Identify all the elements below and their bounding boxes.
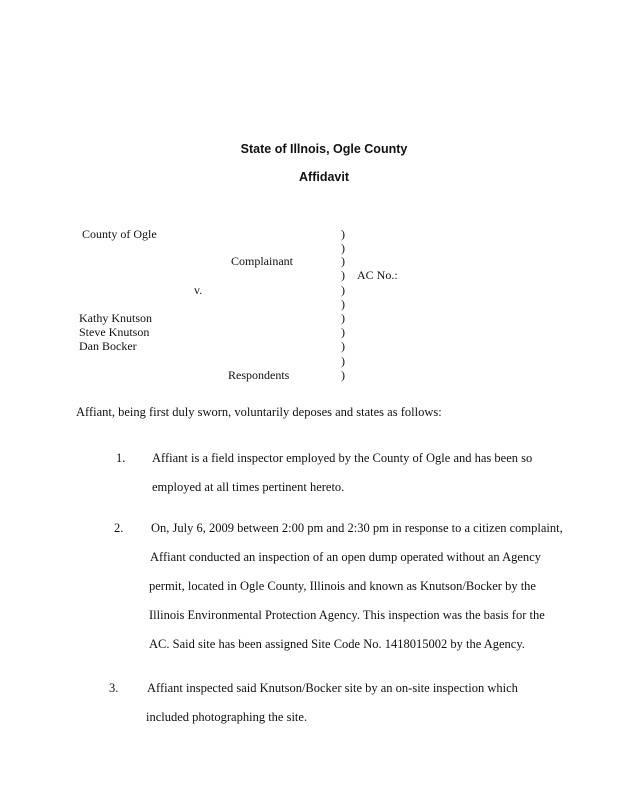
caption-paren: ) — [341, 227, 345, 241]
document-title: State of Illnois, Ogle County — [240, 142, 408, 156]
intro-statement: Affiant, being first duly sworn, voluntarily deposes and states as follows: — [76, 405, 442, 419]
caption-paren: ) — [341, 268, 345, 282]
respondent-name: Steve Knutson — [79, 325, 150, 339]
paragraph-number: 1. — [116, 451, 126, 465]
document-subtitle: Affidavit — [299, 170, 349, 184]
caption-paren: ) — [341, 297, 345, 311]
paragraph-line: Affiant conducted an inspection of an open dump operated without an Agency — [150, 550, 541, 564]
paragraph-line: permit, located in Ogle County, Illinois and known as Knutson/Bocker by the — [149, 579, 536, 593]
respondent-name: Dan Bocker — [79, 339, 137, 353]
paragraph-line: AC. Said site has been assigned Site Code No. 1418015002 by the Agency. — [149, 637, 525, 651]
paragraph-number: 2. — [114, 521, 124, 535]
caption-paren: ) — [341, 241, 345, 255]
county-name: County of Ogle — [82, 227, 157, 241]
ac-number-label: AC No.: — [357, 268, 398, 282]
caption-paren: ) — [341, 339, 345, 353]
caption-paren: ) — [341, 311, 345, 325]
caption-paren: ) — [341, 283, 345, 297]
versus-label: v. — [194, 283, 203, 297]
paragraph-number: 3. — [109, 681, 119, 695]
paragraph-line: Affiant inspected said Knutson/Bocker site by an on-site inspection which — [147, 681, 518, 695]
caption-paren: ) — [341, 254, 345, 268]
paragraph-line: included photographing the site. — [146, 710, 308, 724]
caption-paren: ) — [341, 325, 345, 339]
complainant-label: Complainant — [231, 254, 293, 268]
caption-paren: ) — [341, 368, 345, 382]
respondents-label: Respondents — [228, 368, 290, 382]
respondent-name: Kathy Knutson — [79, 311, 152, 325]
paragraph-line: Affiant is a field inspector employed by the County of Ogle and has been so — [152, 451, 533, 465]
paragraph-line: employed at all times pertinent hereto. — [152, 480, 345, 494]
caption-paren: ) — [341, 354, 345, 368]
paragraph-line: Illinois Environmental Protection Agency. This inspection was the basis for the — [149, 608, 545, 622]
paragraph-line: On, July 6, 2009 between 2:00 pm and 2:30 pm in response to a citizen complaint, — [151, 521, 563, 535]
